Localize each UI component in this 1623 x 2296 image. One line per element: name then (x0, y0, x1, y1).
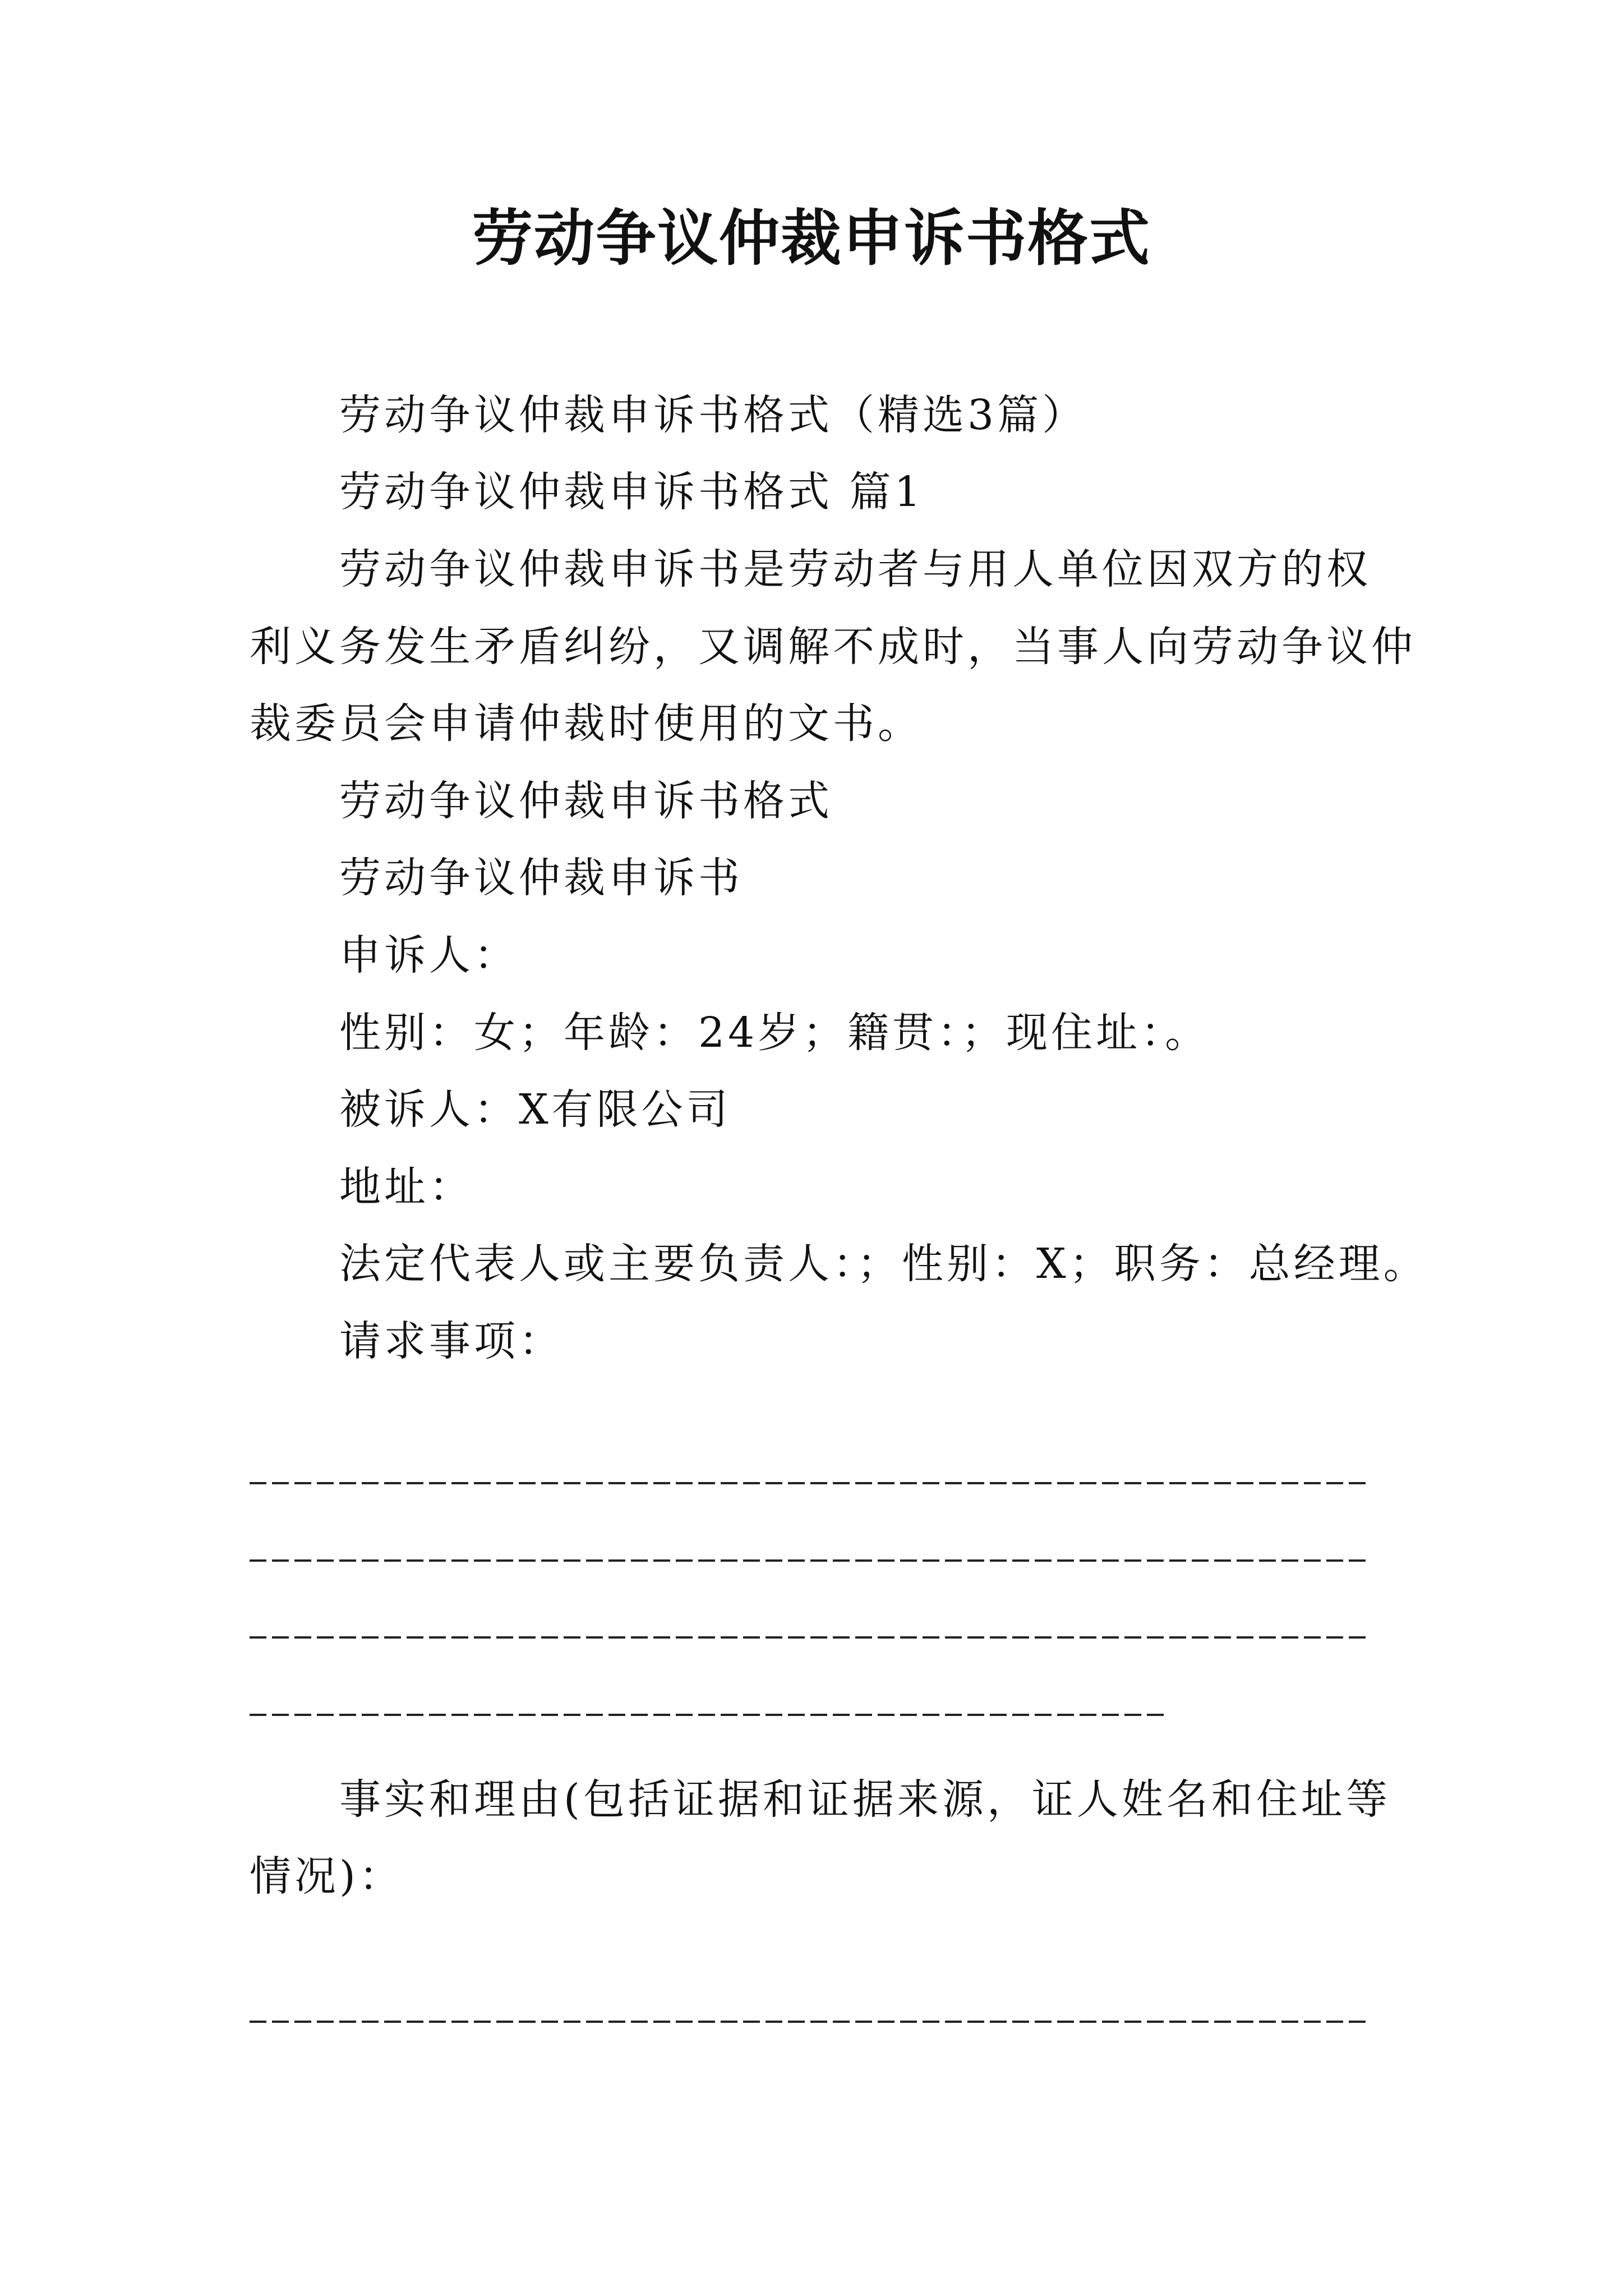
legal-rep-line: 法定代表人或主要负责人：；性别：X；职务：总经理。 (339, 1240, 1428, 1288)
intro-line-1: 劳动争议仲裁申诉书是劳动者与用人单位因双方的权 (339, 545, 1371, 593)
intro-line-2: 利义务发生矛盾纠纷，又调解不成时，当事人向劳动争议仲 (250, 623, 1416, 671)
facts-label-line-1: 事实和理由(包括证据和证据来源，证人姓名和住址等 (339, 1775, 1391, 1824)
claims-label: 请求事项： (339, 1317, 564, 1365)
applicant-label: 申诉人： (339, 931, 519, 979)
applicant-details: 性别：女；年龄：24岁；籍贯：；现住址：。 (339, 1009, 1210, 1057)
facts-blank-line-1 (250, 2021, 1371, 2023)
claims-blank-line-3 (250, 1636, 1371, 1639)
form-heading: 劳动争议仲裁申诉书 (339, 854, 743, 902)
section-heading: 劳动争议仲裁申诉书格式 篇1 (339, 468, 924, 516)
document-subtitle: 劳动争议仲裁申诉书格式（精选3篇） (339, 391, 1087, 439)
claims-blank-line-4 (250, 1714, 1169, 1716)
format-heading: 劳动争议仲裁申诉书格式 (339, 777, 833, 825)
address-label: 地址： (339, 1163, 474, 1211)
claims-blank-line-2 (250, 1559, 1371, 1562)
intro-line-3: 裁委员会申请仲裁时使用的文书。 (250, 700, 923, 748)
claims-blank-line-1 (250, 1482, 1371, 1484)
document-title: 劳动争议仲裁申诉书格式 (472, 203, 1151, 274)
respondent-line: 被诉人：X有限公司 (339, 1085, 731, 1134)
facts-label-line-2: 情况)： (250, 1852, 404, 1901)
